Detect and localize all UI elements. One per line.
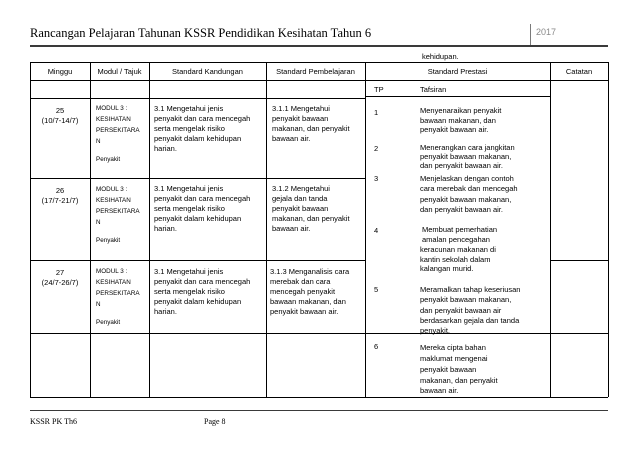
- pembelajaran-line: makanan, dan penyakit: [272, 214, 350, 223]
- pembelajaran-line: bawaan makanan, dan: [270, 297, 346, 306]
- page-title: Rancangan Pelajaran Tahunan KSSR Pendidikan Kesihatan Tahun 6: [30, 26, 372, 40]
- tafsiran-line: dan penyakit bawaan air.: [420, 161, 503, 170]
- tafsiran-line: Menjelaskan dengan contoh: [420, 174, 514, 183]
- header-prestasi: Standard Prestasi: [427, 67, 488, 76]
- tafsiran-line: bawaan air.: [420, 386, 459, 395]
- kandungan-line: penyakit dalam kehidupan: [154, 134, 242, 143]
- modul-topic: Penyakit: [96, 319, 121, 326]
- modul-line: MODUL 3 :: [96, 186, 128, 193]
- pembelajaran-line: gejala dan tanda: [272, 194, 328, 203]
- tafsiran-line: Mereka cipta bahan: [420, 343, 486, 352]
- header-tp: TP: [374, 85, 384, 94]
- tp-level: 5: [374, 285, 379, 294]
- table-line: [90, 62, 91, 397]
- tafsiran-line: kalangan murid.: [420, 264, 474, 273]
- tafsiran-line: cara merebak dan mencegah: [420, 184, 518, 193]
- pembelajaran-line: bawaan air.: [272, 134, 311, 143]
- pembelajaran-line: mencegah penyakit: [270, 287, 336, 296]
- tp-level: 1: [374, 108, 379, 117]
- kandungan-line: serta mengelak risiko: [154, 287, 225, 296]
- table-line: [550, 333, 608, 334]
- modul-line: PERSEKITARA: [96, 290, 140, 297]
- tafsiran-line: penyakit bawaan makanan,: [420, 195, 512, 204]
- week-number: 26: [55, 186, 65, 195]
- tafsiran-line: berdasarkan gejala dan tanda: [420, 316, 520, 325]
- tafsiran-line: Membuat pemerhatian: [422, 225, 498, 234]
- pembelajaran-line: makanan, dan penyakit: [272, 124, 350, 133]
- kandungan-line: harian.: [154, 144, 177, 153]
- week-dates: (24/7-26/7): [41, 278, 79, 287]
- kandungan-line: 3.1 Mengetahui jenis: [154, 104, 224, 113]
- tafsiran-line: bawaan makanan, dan: [420, 116, 496, 125]
- table-line: [550, 62, 551, 397]
- tafsiran-line: penyakit bawaan makanan,: [420, 152, 512, 161]
- modul-line: N: [96, 219, 101, 226]
- tafsiran-line: amalan pencegahan: [422, 235, 490, 244]
- tafsiran-line: penyakit bawaan makanan,: [420, 295, 512, 304]
- header-rule: [30, 45, 608, 47]
- table-line: [30, 260, 365, 261]
- modul-line: KESIHATAN: [96, 116, 131, 123]
- table-line: [550, 260, 608, 261]
- header-modul: Modul / Tajuk: [97, 67, 142, 76]
- week-dates: (17/7-21/7): [41, 196, 79, 205]
- table-line: [30, 178, 365, 179]
- footer-rule: [30, 410, 608, 411]
- kandungan-line: penyakit dalam kehidupan: [154, 214, 242, 223]
- pembelajaran-line: 3.1.1 Mengetahui: [272, 104, 330, 113]
- modul-line: KESIHATAN: [96, 279, 131, 286]
- kandungan-line: 3.1 Mengetahui jenis: [154, 267, 224, 276]
- kandungan-line: harian.: [154, 307, 177, 316]
- tp-level: 3: [374, 174, 379, 183]
- modul-line: MODUL 3 :: [96, 268, 128, 275]
- tafsiran-line: dan penyakit bawaan air.: [420, 205, 503, 214]
- modul-line: PERSEKITARA: [96, 127, 140, 134]
- tafsiran-line: makanan, dan penyakit: [420, 376, 498, 385]
- header-divider: [530, 24, 531, 46]
- tp-level: 6: [374, 342, 379, 351]
- pembelajaran-line: penyakit bawaan: [272, 204, 329, 213]
- modul-line: N: [96, 301, 101, 308]
- week-number: 25: [55, 106, 65, 115]
- table-line: [608, 62, 609, 397]
- modul-topic: Penyakit: [96, 156, 121, 163]
- tafsiran-line: Meramalkan tahap keseriusan: [420, 285, 521, 294]
- tafsiran-line: maklumat mengenai: [420, 354, 488, 363]
- table-line: [30, 80, 608, 81]
- kandungan-line: harian.: [154, 224, 177, 233]
- table-line: [30, 397, 608, 398]
- modul-line: PERSEKITARA: [96, 208, 140, 215]
- header-catatan: Catatan: [565, 67, 593, 76]
- table-line: [365, 96, 550, 97]
- modul-line: MODUL 3 :: [96, 105, 128, 112]
- tp-level: 2: [374, 144, 379, 153]
- week-dates: (10/7-14/7): [41, 116, 79, 125]
- table-line: [30, 333, 365, 334]
- modul-topic: Penyakit: [96, 237, 121, 244]
- header-minggu: Minggu: [47, 67, 73, 76]
- kandungan-line: penyakit dan cara mencegah: [154, 194, 251, 203]
- page-number: Page 8: [204, 417, 226, 426]
- kandungan-line: serta mengelak risiko: [154, 124, 225, 133]
- pembelajaran-line: penyakit bawaan: [272, 114, 329, 123]
- pembelajaran-line: penyakit bawaan air.: [270, 307, 339, 316]
- modul-line: KESIHATAN: [96, 197, 131, 204]
- tafsiran-line: penyakit bawaan: [420, 365, 477, 374]
- table-line: [365, 62, 366, 397]
- tafsiran-line: dan penyakit bawaan air: [420, 306, 502, 315]
- kandungan-line: 3.1 Mengetahui jenis: [154, 184, 224, 193]
- kandungan-line: serta mengelak risiko: [154, 204, 225, 213]
- footer-label: KSSR PK Th6: [30, 417, 77, 426]
- tafsiran-line: penyakit bawaan air.: [420, 125, 489, 134]
- table-line: [30, 62, 608, 63]
- kandungan-line: penyakit dan cara mencegah: [154, 114, 251, 123]
- table-line: [30, 98, 365, 99]
- pembelajaran-line: 3.1.3 Menganalisis cara: [270, 267, 350, 276]
- top-note: kehidupan.: [422, 52, 459, 61]
- week-number: 27: [55, 268, 65, 277]
- table-line: [149, 62, 150, 397]
- pembelajaran-line: 3.1.2 Mengetahui: [272, 184, 330, 193]
- pembelajaran-line: merebak dan cara: [270, 277, 331, 286]
- modul-line: N: [96, 138, 101, 145]
- header-year: 2017: [536, 27, 557, 37]
- tafsiran-line: Menerangkan cara jangkitan: [420, 143, 515, 152]
- kandungan-line: penyakit dan cara mencegah: [154, 277, 251, 286]
- header-kandungan: Standard Kandungan: [172, 67, 243, 76]
- tafsiran-line: penyakit.: [420, 326, 451, 335]
- tp-level: 4: [374, 226, 379, 235]
- kandungan-line: penyakit dalam kehidupan: [154, 297, 242, 306]
- header-tafsiran: Tafsiran: [420, 85, 447, 94]
- table-line: [365, 333, 550, 334]
- header-pembelajaran: Standard Pembelajaran: [276, 67, 355, 76]
- table-line: [266, 62, 267, 397]
- tafsiran-line: Menyenaraikan penyakit: [420, 106, 502, 115]
- tafsiran-line: keracunan makanan di: [420, 245, 496, 254]
- tafsiran-line: kantin sekolah dalam: [420, 255, 491, 264]
- pembelajaran-line: bawaan air.: [272, 224, 311, 233]
